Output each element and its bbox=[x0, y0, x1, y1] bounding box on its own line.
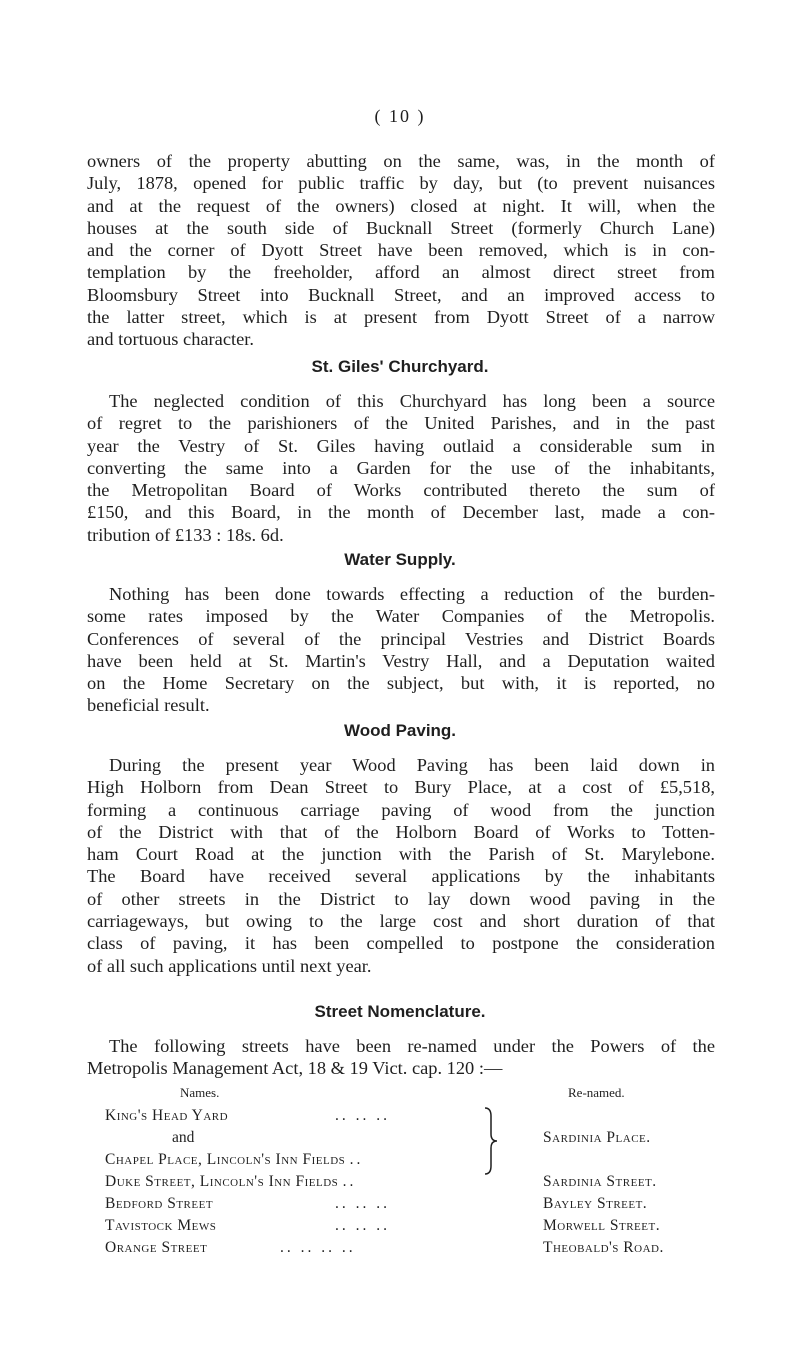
table-row-name bbox=[105, 1217, 390, 1235]
conjunction: and bbox=[172, 1129, 195, 1146]
intro-paragraph bbox=[87, 150, 715, 351]
text-line: and tortuous character. bbox=[87, 329, 254, 350]
table-row-name bbox=[172, 1129, 194, 1147]
text-line: beneficial result. bbox=[87, 695, 210, 716]
text-line: templation by the freeholder, afford an almost direct street from bbox=[87, 262, 715, 283]
section-heading-wood-paving: Wood Paving. bbox=[343, 721, 457, 740]
renamed-street: Sardinia Street. bbox=[543, 1173, 657, 1190]
section-heading-street-nomenclature: Street Nomenclature. bbox=[314, 1002, 486, 1021]
table-row-name bbox=[105, 1151, 363, 1169]
column-header-names: Names. bbox=[180, 1085, 220, 1100]
text-line: High Holborn from Dean Street to Bury Place, at a cost of £5,518, bbox=[87, 777, 715, 798]
text-line: have been held at St. Martin's Vestry Hall, and a Deputation waited bbox=[87, 650, 715, 671]
text-line: During the present year Wood Paving has been laid down in bbox=[109, 755, 715, 775]
text-line: The neglected condition of this Churchyard has long been a source bbox=[109, 391, 715, 411]
text-line: and at the request of the owners) closed at night. It will, when the bbox=[87, 195, 715, 216]
text-line: of regret to the parishioners of the United Parishes, and in the past bbox=[87, 413, 715, 434]
renamed-street: Morwell Street. bbox=[543, 1217, 661, 1234]
leader-dots: .. .. .. bbox=[335, 1195, 390, 1212]
text-line: year the Vestry of St. Giles having outlaid a considerable sum in bbox=[87, 435, 715, 456]
text-line: Nothing has been done towards effecting a reduction of the burden- bbox=[109, 584, 715, 604]
street-name: Duke Street, Lincoln's Inn Fields bbox=[105, 1173, 339, 1190]
text-line: tribution of £133 : 18s. 6d. bbox=[87, 524, 284, 545]
text-line: on the Home Secretary on the subject, but with, it is reported, no bbox=[87, 673, 715, 694]
table-row-name bbox=[105, 1173, 356, 1191]
text-line: The following streets have been re-named under the Powers of the bbox=[109, 1036, 715, 1056]
text-line: forming a continuous carriage paving of wood from the junction bbox=[87, 799, 715, 820]
water-supply-paragraph bbox=[87, 583, 715, 717]
page-number: ( 10 ) bbox=[374, 106, 426, 126]
leader-dots: .. .. .. .. bbox=[280, 1239, 356, 1256]
table-row-name bbox=[105, 1195, 390, 1213]
renamed-street: Sardinia Place. bbox=[543, 1129, 651, 1146]
table-row-name bbox=[105, 1107, 390, 1125]
leader-dots: .. bbox=[349, 1151, 364, 1168]
leader-dots: .. .. .. bbox=[335, 1107, 390, 1124]
text-line: July, 1878, opened for public traffic by day, but (to prevent nuisances bbox=[87, 173, 715, 194]
text-line: Metropolis Management Act, 18 & 19 Vict. cap. 120 :— bbox=[87, 1058, 503, 1079]
text-line: the latter street, which is at present from Dyott Street of a narrow bbox=[87, 307, 715, 328]
nomenclature-paragraph bbox=[87, 1035, 715, 1080]
section-heading-water-supply: Water Supply. bbox=[344, 550, 456, 569]
table-row-name bbox=[105, 1239, 356, 1257]
text-line: of all such applications until next year. bbox=[87, 955, 372, 976]
text-line: carriageways, but owing to the large cost and short duration of that bbox=[87, 911, 715, 932]
street-name: Tavistock Mews bbox=[105, 1217, 217, 1234]
text-line: of other streets in the District to lay down wood paving in the bbox=[87, 888, 715, 909]
leader-dots: .. .. .. bbox=[335, 1217, 390, 1234]
text-line: some rates imposed by the Water Companies of the Metropolis. bbox=[87, 606, 715, 627]
text-line: Conferences of several of the principal Vestries and District Boards bbox=[87, 628, 715, 649]
text-line: and the corner of Dyott Street have been removed, which is in con- bbox=[87, 240, 715, 261]
text-line: the Metropolitan Board of Works contributed thereto the sum of bbox=[87, 480, 715, 501]
text-line: of the District with that of the Holborn Board of Works to Totten- bbox=[87, 821, 715, 842]
wood-paving-paragraph bbox=[87, 754, 715, 977]
text-line: ham Court Road at the junction with the Parish of St. Marylebone. bbox=[87, 844, 715, 865]
text-line: £150, and this Board, in the month of December last, made a con- bbox=[87, 502, 715, 523]
section-heading-churchyard: St. Giles' Churchyard. bbox=[311, 357, 489, 376]
street-name: King's Head Yard bbox=[105, 1107, 229, 1124]
brace-stroke bbox=[485, 1108, 497, 1174]
text-line: Bloomsbury Street into Bucknall Street, and an improved access to bbox=[87, 284, 715, 305]
text-line: houses at the south side of Bucknall Street (formerly Church Lane) bbox=[87, 217, 715, 238]
text-line: owners of the property abutting on the same, was, in the month of bbox=[87, 151, 715, 171]
text-line: The Board have received several applications by the inhabitants bbox=[87, 866, 715, 887]
text-line: class of paving, it has been compelled to postpone the consideration bbox=[87, 933, 715, 954]
renamed-street: Bayley Street. bbox=[543, 1195, 648, 1212]
renamed-street: Theobald's Road. bbox=[543, 1239, 664, 1256]
column-header-renamed: Re-named. bbox=[568, 1085, 625, 1100]
street-name: Bedford Street bbox=[105, 1195, 214, 1212]
curly-brace bbox=[482, 1106, 502, 1176]
street-name: Orange Street bbox=[105, 1239, 208, 1256]
leader-dots: .. bbox=[342, 1173, 357, 1190]
churchyard-paragraph bbox=[87, 390, 715, 546]
text-line: converting the same into a Garden for the use of the inhabitants, bbox=[87, 457, 715, 478]
street-name: Chapel Place, Lincoln's Inn Fields bbox=[105, 1151, 346, 1168]
